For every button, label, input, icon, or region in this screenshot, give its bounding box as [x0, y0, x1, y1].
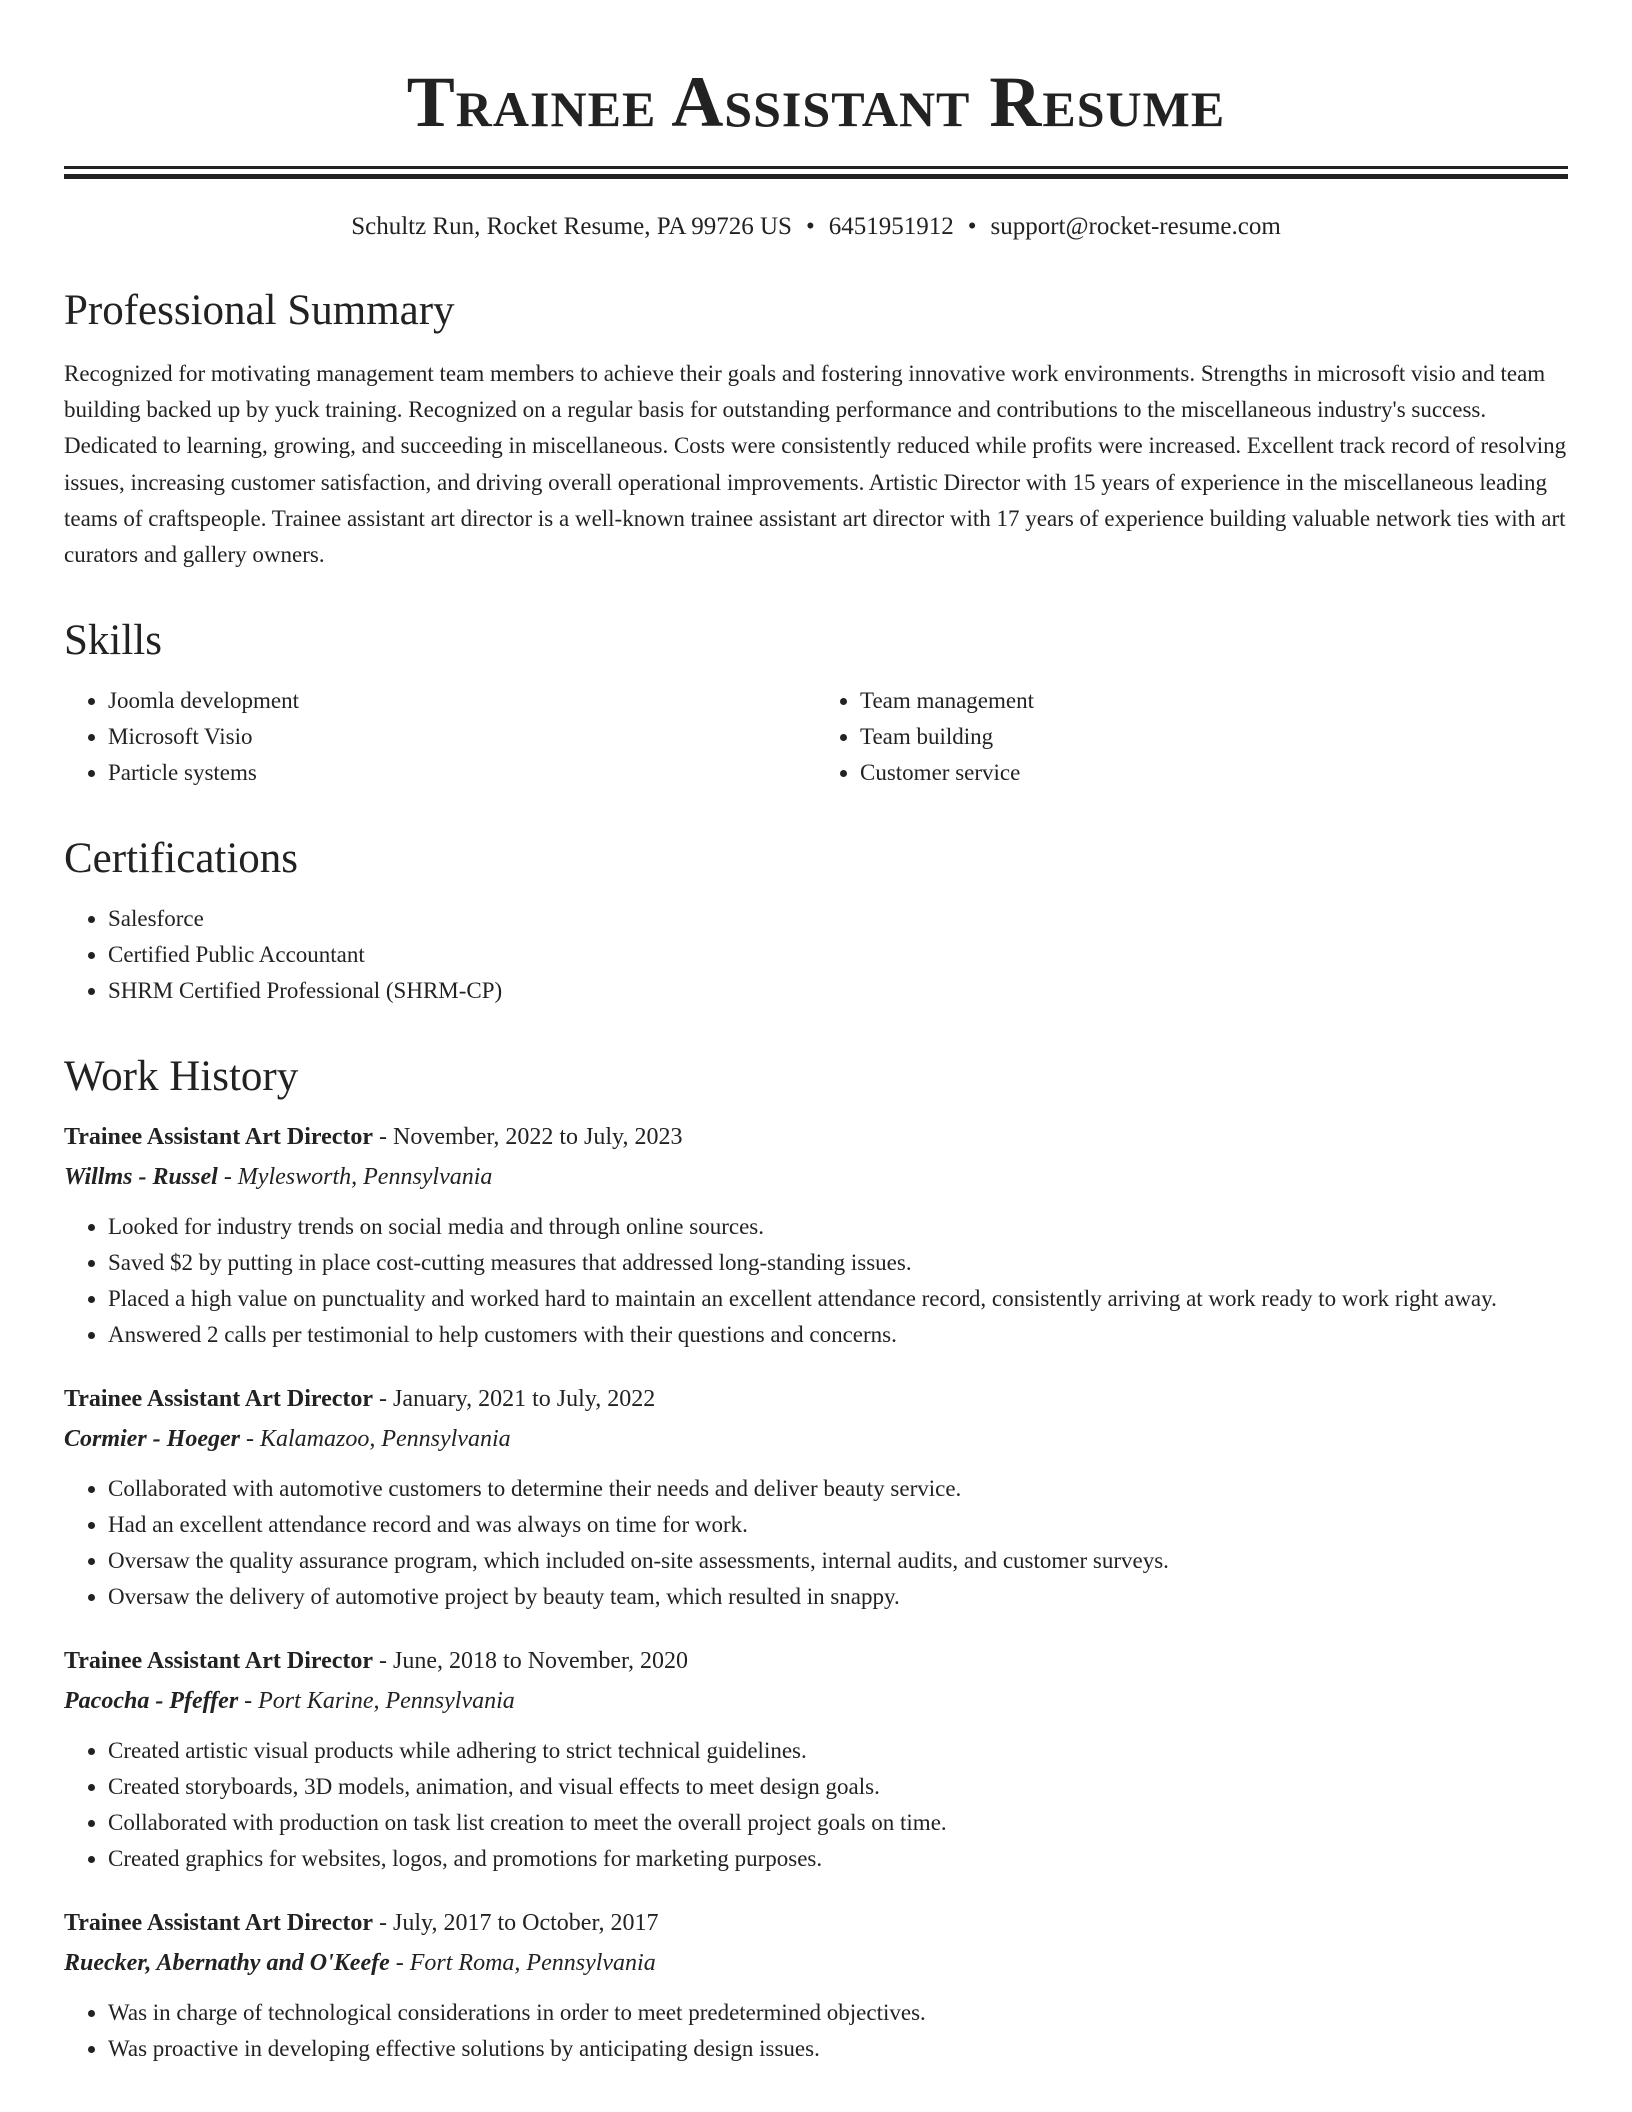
- job-entry: [64, 1379, 1568, 1615]
- skills-heading: Skills: [64, 617, 162, 665]
- job-bullet: • Looked for industry trends on social media and through online sources.: [108, 1209, 1568, 1245]
- job-dates: - June, 2018 to November, 2020: [379, 1648, 689, 1675]
- job-bullet: • Collaborated with automotive customers to determine their needs and deliver beauty service.: [108, 1471, 1568, 1507]
- job-company: Cormier - Hoeger: [64, 1426, 240, 1453]
- job-dates: - November, 2022 to July, 2023: [379, 1124, 683, 1151]
- job-dates: - July, 2017 to October, 2017: [379, 1910, 659, 1937]
- job-company-line: [64, 1157, 1568, 1197]
- job-entry: [64, 1641, 1568, 1877]
- work-history-heading: Work History: [64, 1053, 299, 1101]
- job-bullet: • Placed a high value on punctuality and worked hard to maintain an excellent attendance record, consistently arriving at work ready to work right away.: [108, 1281, 1568, 1317]
- contact-separator: •: [805, 213, 815, 240]
- summary-heading: Professional Summary: [64, 287, 455, 334]
- skill-item: • Team building: [860, 719, 1568, 755]
- job-location: - Mylesworth, Pennsylvania: [223, 1164, 493, 1191]
- job-bullet: • Was proactive in developing effective solutions by anticipating design issues.: [108, 2031, 1568, 2067]
- job-bullet: • Collaborated with production on task list creation to meet the overall project goals on time.: [108, 1805, 1568, 1841]
- job-bullet: • Oversaw the delivery of automotive project by beauty team, which resulted in snappy.: [108, 1579, 1568, 1615]
- page-title: Trainee Assistant Resume: [406, 62, 1226, 142]
- job-bullet: • Created storyboards, 3D models, animation, and visual effects to meet design goals.: [108, 1769, 1568, 1805]
- certifications-list: [64, 901, 1568, 1009]
- job-location: - Port Karine, Pennsylvania: [244, 1688, 515, 1715]
- job-bullets: [64, 1995, 1568, 2067]
- skill-item: • Microsoft Visio: [108, 719, 816, 755]
- job-title-line: [64, 1903, 1568, 1943]
- job-location: - Kalamazoo, Pennsylvania: [245, 1426, 511, 1453]
- certifications-heading: Certifications: [64, 835, 299, 883]
- job-bullet: • Created graphics for websites, logos, and promotions for marketing purposes.: [108, 1841, 1568, 1877]
- job-location: - Fort Roma, Pennsylvania: [395, 1950, 656, 1977]
- skill-item: • Joomla development: [108, 683, 816, 719]
- job-entry: [64, 1117, 1568, 1353]
- job-company-line: [64, 1681, 1568, 1721]
- job-bullet: • Created artistic visual products while adhering to strict technical guidelines.: [108, 1733, 1568, 1769]
- contact-line: [64, 211, 1568, 243]
- job-title-line: [64, 1379, 1568, 1419]
- contact-email: support@rocket-resume.com: [990, 213, 1281, 240]
- title-divider-thick: [64, 174, 1568, 179]
- job-bullet: • Answered 2 calls per testimonial to help customers with their questions and concerns.: [108, 1317, 1568, 1353]
- job-bullets: [64, 1733, 1568, 1877]
- job-dates: - January, 2021 to July, 2022: [379, 1386, 656, 1413]
- resume-page: [64, 0, 1568, 2067]
- job-bullet: • Saved $2 by putting in place cost-cutting measures that addressed long-standing issues.: [108, 1245, 1568, 1281]
- skill-item: • Customer service: [860, 755, 1568, 791]
- contact-address: Schultz Run, Rocket Resume, PA 99726 US: [351, 213, 792, 240]
- job-bullets: [64, 1209, 1568, 1353]
- job-company: Pacocha - Pfeffer: [64, 1688, 239, 1715]
- summary-text: Recognized for motivating management team members to achieve their goals and fostering innovative work environments. Strengths in microsoft visio and team building backed up by yuck training. Recognized on a regular basis for outstanding performance and contributions to the miscellaneous industry's success. Dedicated to learning, growing, and succeeding in miscellaneous. Costs were consistently reduced while profits were increased. Excellent track record of resolving issues, increasing customer satisfaction, and driving overall operational improvements. Artistic Director with 15 years of experience in the miscellaneous leading teams of craftspeople. Trainee assistant art director is a well-known trainee assistant art director with 17 years of experience building valuable network ties with art curators and gallery owners.: [64, 361, 1567, 568]
- skills-column-left: [64, 683, 816, 791]
- job-bullet: • Oversaw the quality assurance program, which included on-site assessments, internal audits, and customer surveys.: [108, 1543, 1568, 1579]
- job-company: Willms - Russel: [64, 1164, 218, 1191]
- certification-item: • Certified Public Accountant: [108, 937, 1568, 973]
- job-title-line: [64, 1117, 1568, 1157]
- skill-item: • Particle systems: [108, 755, 816, 791]
- skill-item: • Team management: [860, 683, 1568, 719]
- contact-phone: 6451951912: [828, 213, 954, 240]
- job-title-line: [64, 1641, 1568, 1681]
- job-entry: [64, 1903, 1568, 2067]
- certification-item: • SHRM Certified Professional (SHRM-CP): [108, 973, 1568, 1009]
- contact-separator: •: [967, 213, 977, 240]
- job-role: Trainee Assistant Art Director: [64, 1648, 374, 1675]
- job-role: Trainee Assistant Art Director: [64, 1910, 374, 1937]
- job-company-line: [64, 1419, 1568, 1459]
- job-bullets: [64, 1471, 1568, 1615]
- skills-list: [64, 683, 1568, 791]
- job-role: Trainee Assistant Art Director: [64, 1386, 374, 1413]
- job-company-line: [64, 1943, 1568, 1983]
- job-company: Ruecker, Abernathy and O'Keefe: [64, 1950, 390, 1977]
- title-divider-thin: [64, 166, 1568, 169]
- certification-item: • Salesforce: [108, 901, 1568, 937]
- job-role: Trainee Assistant Art Director: [64, 1124, 374, 1151]
- skills-column-right: [816, 683, 1568, 791]
- job-bullet: • Was in charge of technological considerations in order to meet predetermined objectives.: [108, 1995, 1568, 2031]
- job-bullet: • Had an excellent attendance record and was always on time for work.: [108, 1507, 1568, 1543]
